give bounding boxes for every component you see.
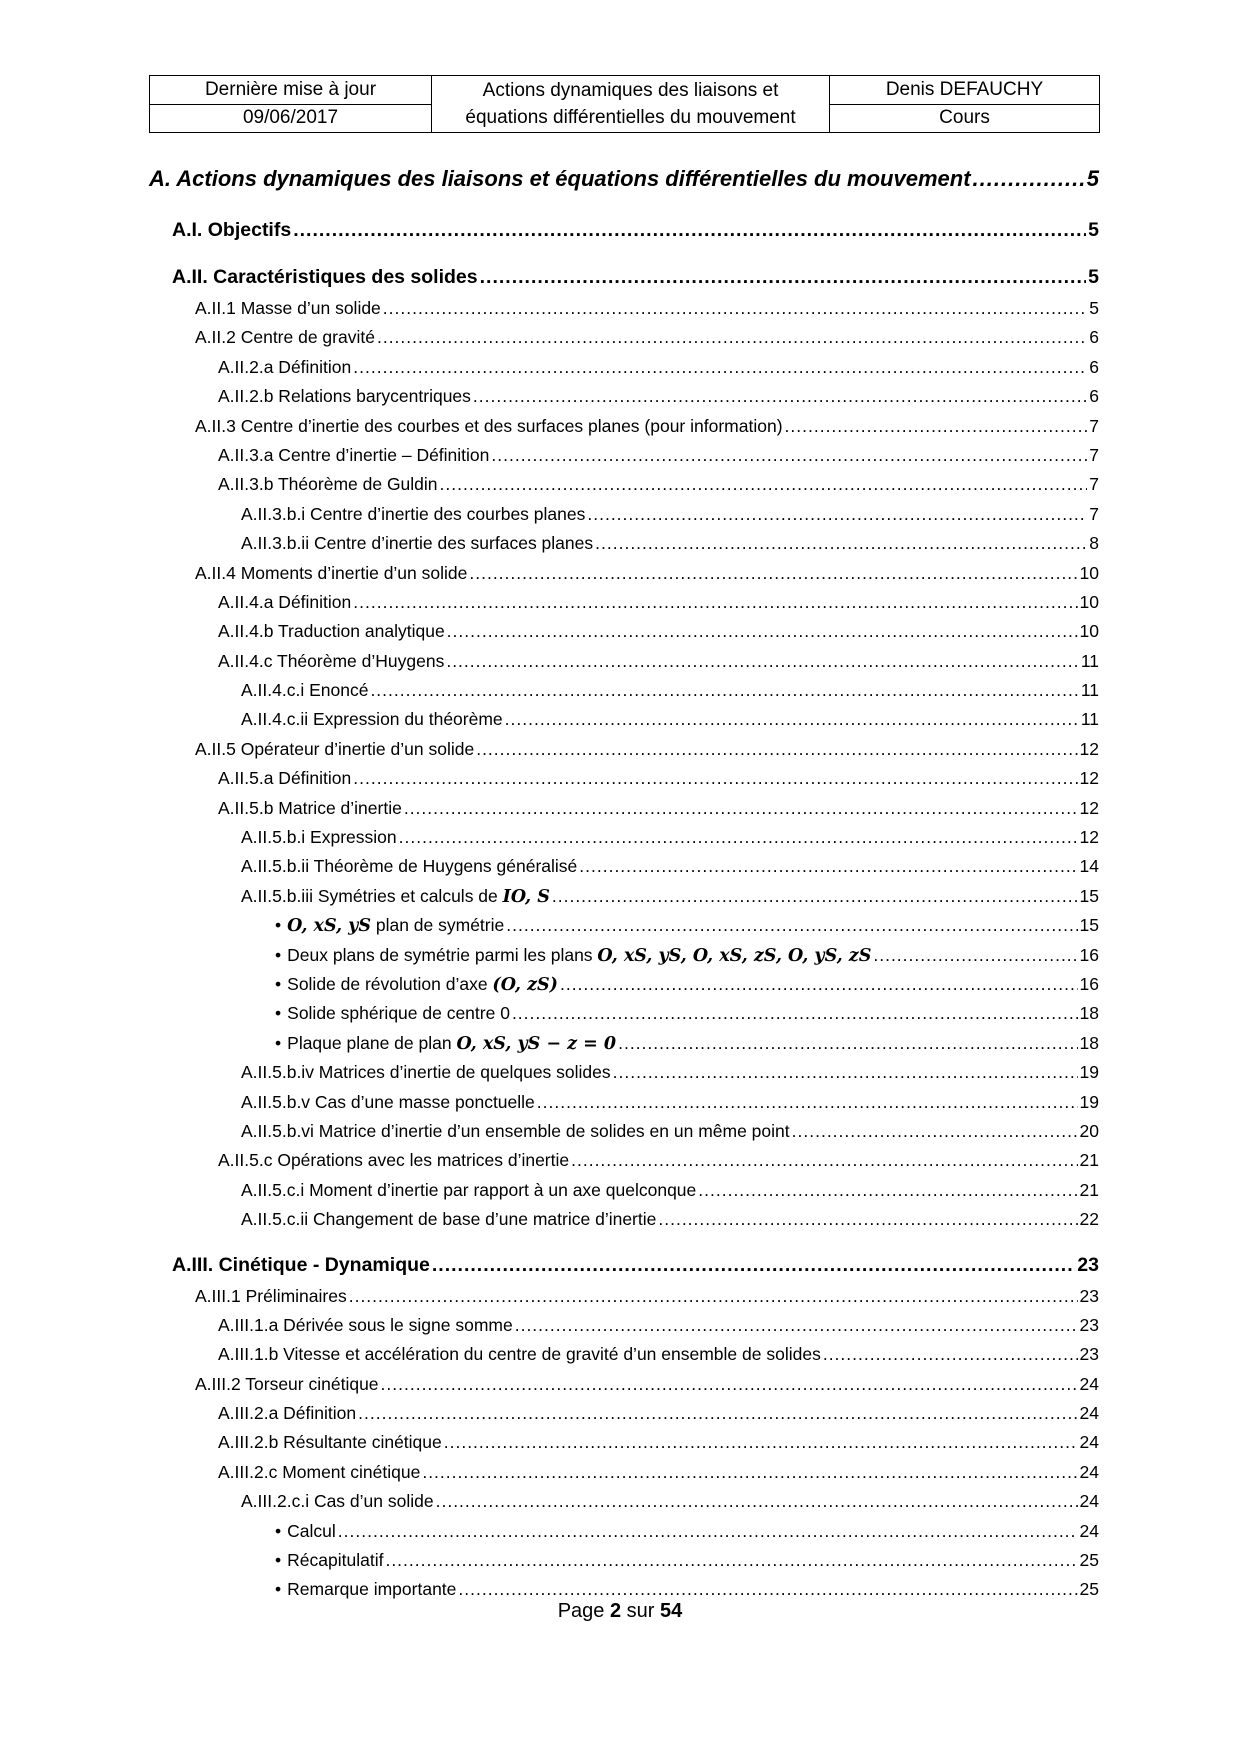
toc-entry-a-ii-5-b-iv[interactable]: [149, 1058, 1099, 1087]
toc-title: [275, 970, 558, 1000]
toc-page: 6: [1089, 356, 1099, 377]
math-expression: O, xS, yS − z = 0: [456, 1033, 617, 1054]
toc-entry-a-iii-2-c[interactable]: [149, 1458, 1099, 1487]
toc-title: A.II.3.a Centre d’inertie – Définition: [218, 444, 490, 465]
document-type: Cours: [830, 104, 1100, 133]
toc-leader: [792, 1117, 1078, 1146]
toc-leader: [349, 1282, 1078, 1311]
toc-leader: [587, 500, 1087, 529]
toc-title: • Solide sphérique de centre 0: [275, 999, 510, 1028]
toc-page: 11: [1080, 680, 1099, 701]
toc-leader: [618, 1029, 1077, 1058]
toc-title: A.III.2.c Moment cinétique: [218, 1461, 421, 1482]
toc-page: 19: [1079, 1062, 1099, 1083]
toc-leader: [469, 559, 1077, 588]
toc-page: 23: [1077, 1253, 1099, 1276]
toc-title: A.II.4 Moments d’inertie d’un solide: [195, 562, 468, 583]
toc-leader: [447, 617, 1078, 646]
toc-page: 7: [1089, 503, 1099, 524]
update-label: Dernière mise à jour: [150, 76, 432, 105]
toc-entry-bullet-revolution[interactable]: [149, 970, 1099, 999]
toc-page: 7: [1089, 474, 1099, 495]
toc-page: 23: [1079, 1285, 1099, 1306]
toc-leader: [358, 1399, 1077, 1428]
toc-page: 22: [1079, 1209, 1099, 1230]
toc-title-text: Solide de révolution d’axe: [287, 973, 493, 994]
toc-title: A.II.5.b.ii Théorème de Huygens généralisé: [241, 856, 578, 877]
toc-leader: [476, 735, 1077, 764]
toc-leader: [338, 1517, 1078, 1546]
toc-title: A.II.4.c.i Enoncé: [241, 680, 369, 701]
toc-title: A.II.4.b Traduction analytique: [218, 621, 445, 642]
update-date: 09/06/2017: [150, 104, 432, 133]
toc-title: A.II.3.b Théorème de Guldin: [218, 474, 438, 495]
toc-entry-a-ii-4-c-ii[interactable]: [149, 705, 1099, 734]
toc-leader: [293, 214, 1086, 247]
toc-entry-a-ii-5-b-i[interactable]: [149, 823, 1099, 852]
toc-title: A.II.4.a Définition: [218, 591, 352, 612]
author-name: Denis DEFAUCHY: [830, 76, 1100, 105]
toc-page: 25: [1079, 1579, 1099, 1600]
toc-leader: [444, 1428, 1078, 1457]
toc-title: A.II.2.a Définition: [218, 356, 352, 377]
toc-page: 21: [1079, 1179, 1099, 1200]
toc-entry-a-ii-3[interactable]: [149, 412, 1099, 441]
toc-entry-a-iii-2-c-i[interactable]: [149, 1487, 1099, 1516]
toc-entry-a-ii[interactable]: [149, 261, 1099, 294]
toc-entry-a-iii-2-b[interactable]: [149, 1428, 1099, 1457]
toc-title: A.III.2.b Résultante cinétique: [218, 1432, 442, 1453]
toc-page: 14: [1079, 856, 1099, 877]
toc-entry-a-ii-5-c-i[interactable]: [149, 1176, 1099, 1205]
toc-entry-a-ii-4-c-i[interactable]: [149, 676, 1099, 705]
toc-entry-a-ii-5-b-ii[interactable]: [149, 852, 1099, 881]
toc-page: 8: [1089, 533, 1099, 554]
toc-page: 7: [1089, 444, 1099, 465]
toc-title: A.II.5.c.ii Changement de base d’une matrice d’inertie: [241, 1209, 657, 1230]
toc-page: 24: [1079, 1403, 1099, 1424]
page-prefix: Page: [557, 1600, 610, 1622]
toc-title: • Remarque importante: [275, 1575, 456, 1604]
toc-title: A.II.3.b.i Centre d’inertie des courbes planes: [241, 503, 586, 524]
toc-title: [275, 1029, 616, 1059]
toc-entry-a-ii-2-a[interactable]: [149, 353, 1099, 382]
toc-entry-a-ii-5[interactable]: [149, 735, 1099, 764]
toc-title: A.II.1 Masse d’un solide: [195, 298, 381, 318]
toc-title: A.II.5.b.v Cas d’une masse ponctuelle: [241, 1091, 535, 1112]
toc-title-text: Plaque plane de plan: [287, 1032, 457, 1053]
toc-title: A.II.5.b.i Expression: [241, 827, 397, 848]
toc-leader: [552, 882, 1078, 911]
toc-leader: [436, 1487, 1078, 1516]
toc-entry-a-iii-1-b[interactable]: [149, 1340, 1099, 1369]
toc-page: 16: [1079, 973, 1099, 994]
toc-title: A.III.2 Torseur cinétique: [195, 1373, 379, 1394]
toc-entry-a-iii-2-a[interactable]: [149, 1399, 1099, 1428]
toc-leader: [404, 794, 1078, 823]
title-line-1: Actions dynamiques des liaisons et: [482, 80, 779, 101]
math-expression: O, xS, yS, O, xS, zS, O, yS, zS: [597, 945, 872, 966]
toc-page: 11: [1080, 650, 1099, 671]
math-expression: O, xS, yS: [287, 916, 371, 937]
toc-page: 5: [1088, 219, 1099, 241]
page-current: 2: [609, 1600, 622, 1622]
toc-page: 15: [1079, 885, 1099, 906]
document-title: [432, 76, 830, 133]
toc-page: 19: [1079, 1091, 1099, 1112]
toc-title: [275, 941, 871, 971]
toc-leader: [473, 382, 1087, 411]
document-header: [149, 75, 1100, 133]
toc-leader: [480, 261, 1087, 294]
toc-entry-a-ii-4-a[interactable]: [149, 588, 1099, 617]
toc-title: [241, 882, 550, 912]
toc-entry-a-ii-4-b[interactable]: [149, 617, 1099, 646]
toc-entry-a-ii-4[interactable]: [149, 559, 1099, 588]
toc-leader: [383, 294, 1087, 323]
toc-page: 24: [1079, 1461, 1099, 1482]
toc-page: 24: [1079, 1520, 1099, 1541]
toc-page: 12: [1079, 797, 1099, 818]
toc-page: 12: [1079, 827, 1099, 848]
toc-leader: [785, 412, 1088, 441]
toc-leader: [370, 676, 1078, 705]
toc-leader: [353, 353, 1087, 382]
toc-entry-a-iii-1[interactable]: [149, 1282, 1099, 1311]
toc-leader: [491, 441, 1087, 470]
toc-page: 10: [1079, 591, 1099, 612]
toc-entry-a-ii-3-b[interactable]: [149, 470, 1099, 499]
toc-entry-bullet-plan-symetrie[interactable]: [149, 911, 1099, 940]
toc-leader: [873, 941, 1077, 970]
toc-title: A.II.5.b.vi Matrice d’inertie d’un ensemble de solides en un même point: [241, 1120, 790, 1141]
toc-entry-a-iii[interactable]: [149, 1249, 1099, 1282]
math-expression: IO, S: [502, 886, 550, 907]
toc-title: A.III.2.c.i Cas d’un solide: [241, 1491, 434, 1512]
toc-leader: [698, 1176, 1077, 1205]
toc-title: A.II.3.b.ii Centre d’inertie des surfaces planes: [241, 533, 594, 554]
toc-title: A. Actions dynamiques des liaisons et équations différentielles du mouvement: [149, 166, 971, 191]
toc-title: A.II.5.b.iv Matrices d’inertie de quelques solides: [241, 1062, 611, 1083]
toc-entry-a-ii-2-b[interactable]: [149, 382, 1099, 411]
toc-entry-a-ii-1[interactable]: [149, 294, 1099, 323]
toc-leader: [446, 647, 1079, 676]
toc-entry-bullet-calcul[interactable]: [149, 1517, 1099, 1546]
toc-leader: [512, 999, 1078, 1028]
toc-title: A.II.3 Centre d’inertie des courbes et des surfaces planes (pour information): [195, 415, 783, 436]
toc-title: A.II.4.c Théorème d’Huygens: [218, 650, 445, 671]
toc-entry-a-ii-5-b-iii[interactable]: [149, 882, 1099, 911]
toc-page: 18: [1079, 1032, 1099, 1053]
toc-title: A.II. Caractéristiques des solides: [172, 266, 478, 288]
toc-leader: [571, 1146, 1077, 1175]
toc-title: A.II.2.b Relations barycentriques: [218, 386, 471, 407]
toc-entry-a-ii-5-a[interactable]: [149, 764, 1099, 793]
toc-title: A.II.5.c.i Moment d’inertie par rapport à un axe quelconque: [241, 1179, 697, 1200]
toc-entry-a-ii-5-c-ii[interactable]: [149, 1205, 1099, 1234]
table-of-contents: [149, 158, 1099, 1605]
toc-leader: [973, 158, 1085, 200]
page-footer: [0, 1600, 1240, 1623]
toc-title: A.II.5 Opérateur d’inertie d’un solide: [195, 738, 475, 759]
toc-leader: [440, 470, 1088, 499]
toc-page: 24: [1079, 1432, 1099, 1453]
toc-leader: [506, 911, 1077, 940]
toc-page: 6: [1089, 327, 1099, 348]
toc-entry-a-ii-5-b-vi[interactable]: [149, 1117, 1099, 1146]
toc-title: A.III.1.a Dérivée sous le signe somme: [218, 1314, 513, 1335]
toc-leader: [353, 764, 1077, 793]
toc-page: 24: [1079, 1373, 1099, 1394]
toc-page: 5: [1088, 266, 1099, 288]
toc-page: 5: [1086, 166, 1099, 191]
toc-entry-a-iii-2[interactable]: [149, 1370, 1099, 1399]
toc-entry-bullet-spherique[interactable]: [149, 999, 1099, 1028]
toc-title: A.III.1.b Vitesse et accélération du centre de gravité d’un ensemble de solides: [218, 1344, 821, 1365]
toc-entry-a-iii-1-a[interactable]: [149, 1311, 1099, 1340]
toc-page: 18: [1079, 1003, 1099, 1024]
toc-page: 11: [1080, 709, 1099, 730]
toc-page: 24: [1079, 1491, 1099, 1512]
toc-page: 20: [1079, 1120, 1099, 1141]
toc-entry-bullet-plaque[interactable]: [149, 1029, 1099, 1058]
toc-leader: [422, 1458, 1077, 1487]
toc-entry-a-i[interactable]: [149, 214, 1099, 247]
toc-entry-a-ii-3-b-ii[interactable]: [149, 529, 1099, 558]
toc-entry-bullet-deux-plans[interactable]: [149, 941, 1099, 970]
toc-page: 6: [1089, 386, 1099, 407]
toc-leader: [560, 970, 1078, 999]
toc-page: 25: [1079, 1550, 1099, 1571]
toc-leader: [595, 529, 1087, 558]
toc-title-text: A.II.5.b.iii Symétries et calculs de: [241, 885, 503, 906]
toc-title: • Calcul: [275, 1517, 336, 1546]
toc-leader: [579, 852, 1077, 881]
toc-entry-a[interactable]: [149, 158, 1099, 200]
toc-title: [275, 911, 504, 941]
toc-page: 10: [1079, 562, 1099, 583]
toc-title: A.II.2 Centre de gravité: [195, 327, 375, 348]
toc-leader: [399, 823, 1078, 852]
toc-title: • Récapitulatif: [275, 1546, 383, 1575]
toc-page: 12: [1079, 768, 1099, 789]
toc-page: 15: [1079, 915, 1099, 936]
toc-entry-a-ii-5-c[interactable]: [149, 1146, 1099, 1175]
toc-leader: [385, 1546, 1077, 1575]
toc-leader: [823, 1340, 1078, 1369]
title-line-2: équations différentielles du mouvement: [465, 107, 796, 128]
toc-title: A.III. Cinétique - Dynamique: [172, 1253, 430, 1276]
toc-entry-a-ii-5-b-v[interactable]: [149, 1088, 1099, 1117]
toc-title: A.III.1 Préliminaires: [195, 1285, 347, 1306]
toc-title: A.II.5.b Matrice d’inertie: [218, 797, 402, 818]
toc-entry-a-ii-2[interactable]: [149, 323, 1099, 352]
math-expression: (O, zS): [492, 974, 558, 995]
toc-leader: [432, 1249, 1075, 1282]
toc-entry-bullet-recapitulatif[interactable]: [149, 1546, 1099, 1575]
toc-leader: [381, 1370, 1078, 1399]
toc-title: A.III.2.a Définition: [218, 1403, 357, 1424]
toc-title-text: Deux plans de symétrie parmi les plans: [287, 944, 598, 965]
toc-page: 7: [1089, 415, 1099, 436]
toc-leader: [505, 705, 1079, 734]
toc-entry-a-ii-4-c[interactable]: [149, 647, 1099, 676]
toc-title-text: plan de symétrie: [370, 915, 505, 936]
toc-page: 23: [1079, 1344, 1099, 1365]
toc-leader: [537, 1088, 1078, 1117]
toc-page: 12: [1079, 738, 1099, 759]
toc-leader: [377, 323, 1087, 352]
toc-page: 16: [1079, 944, 1099, 965]
toc-title: A.I. Objectifs: [172, 219, 292, 241]
toc-title: A.II.4.c.ii Expression du théorème: [241, 709, 503, 730]
toc-entry-a-ii-5-b[interactable]: [149, 794, 1099, 823]
toc-title: A.II.5.c Opérations avec les matrices d’inertie: [218, 1150, 570, 1171]
toc-page: 10: [1079, 621, 1099, 642]
page-separator: sur: [621, 1600, 661, 1622]
toc-leader: [613, 1058, 1078, 1087]
toc-entry-a-ii-3-b-i[interactable]: [149, 500, 1099, 529]
page-total: 54: [660, 1600, 683, 1622]
toc-leader: [353, 588, 1077, 617]
toc-page: 23: [1079, 1314, 1099, 1335]
toc-page: 21: [1079, 1150, 1099, 1171]
toc-title: A.II.5.a Définition: [218, 768, 352, 789]
toc-leader: [515, 1311, 1078, 1340]
toc-page: 5: [1089, 298, 1099, 318]
toc-entry-a-ii-3-a[interactable]: [149, 441, 1099, 470]
toc-leader: [658, 1205, 1077, 1234]
